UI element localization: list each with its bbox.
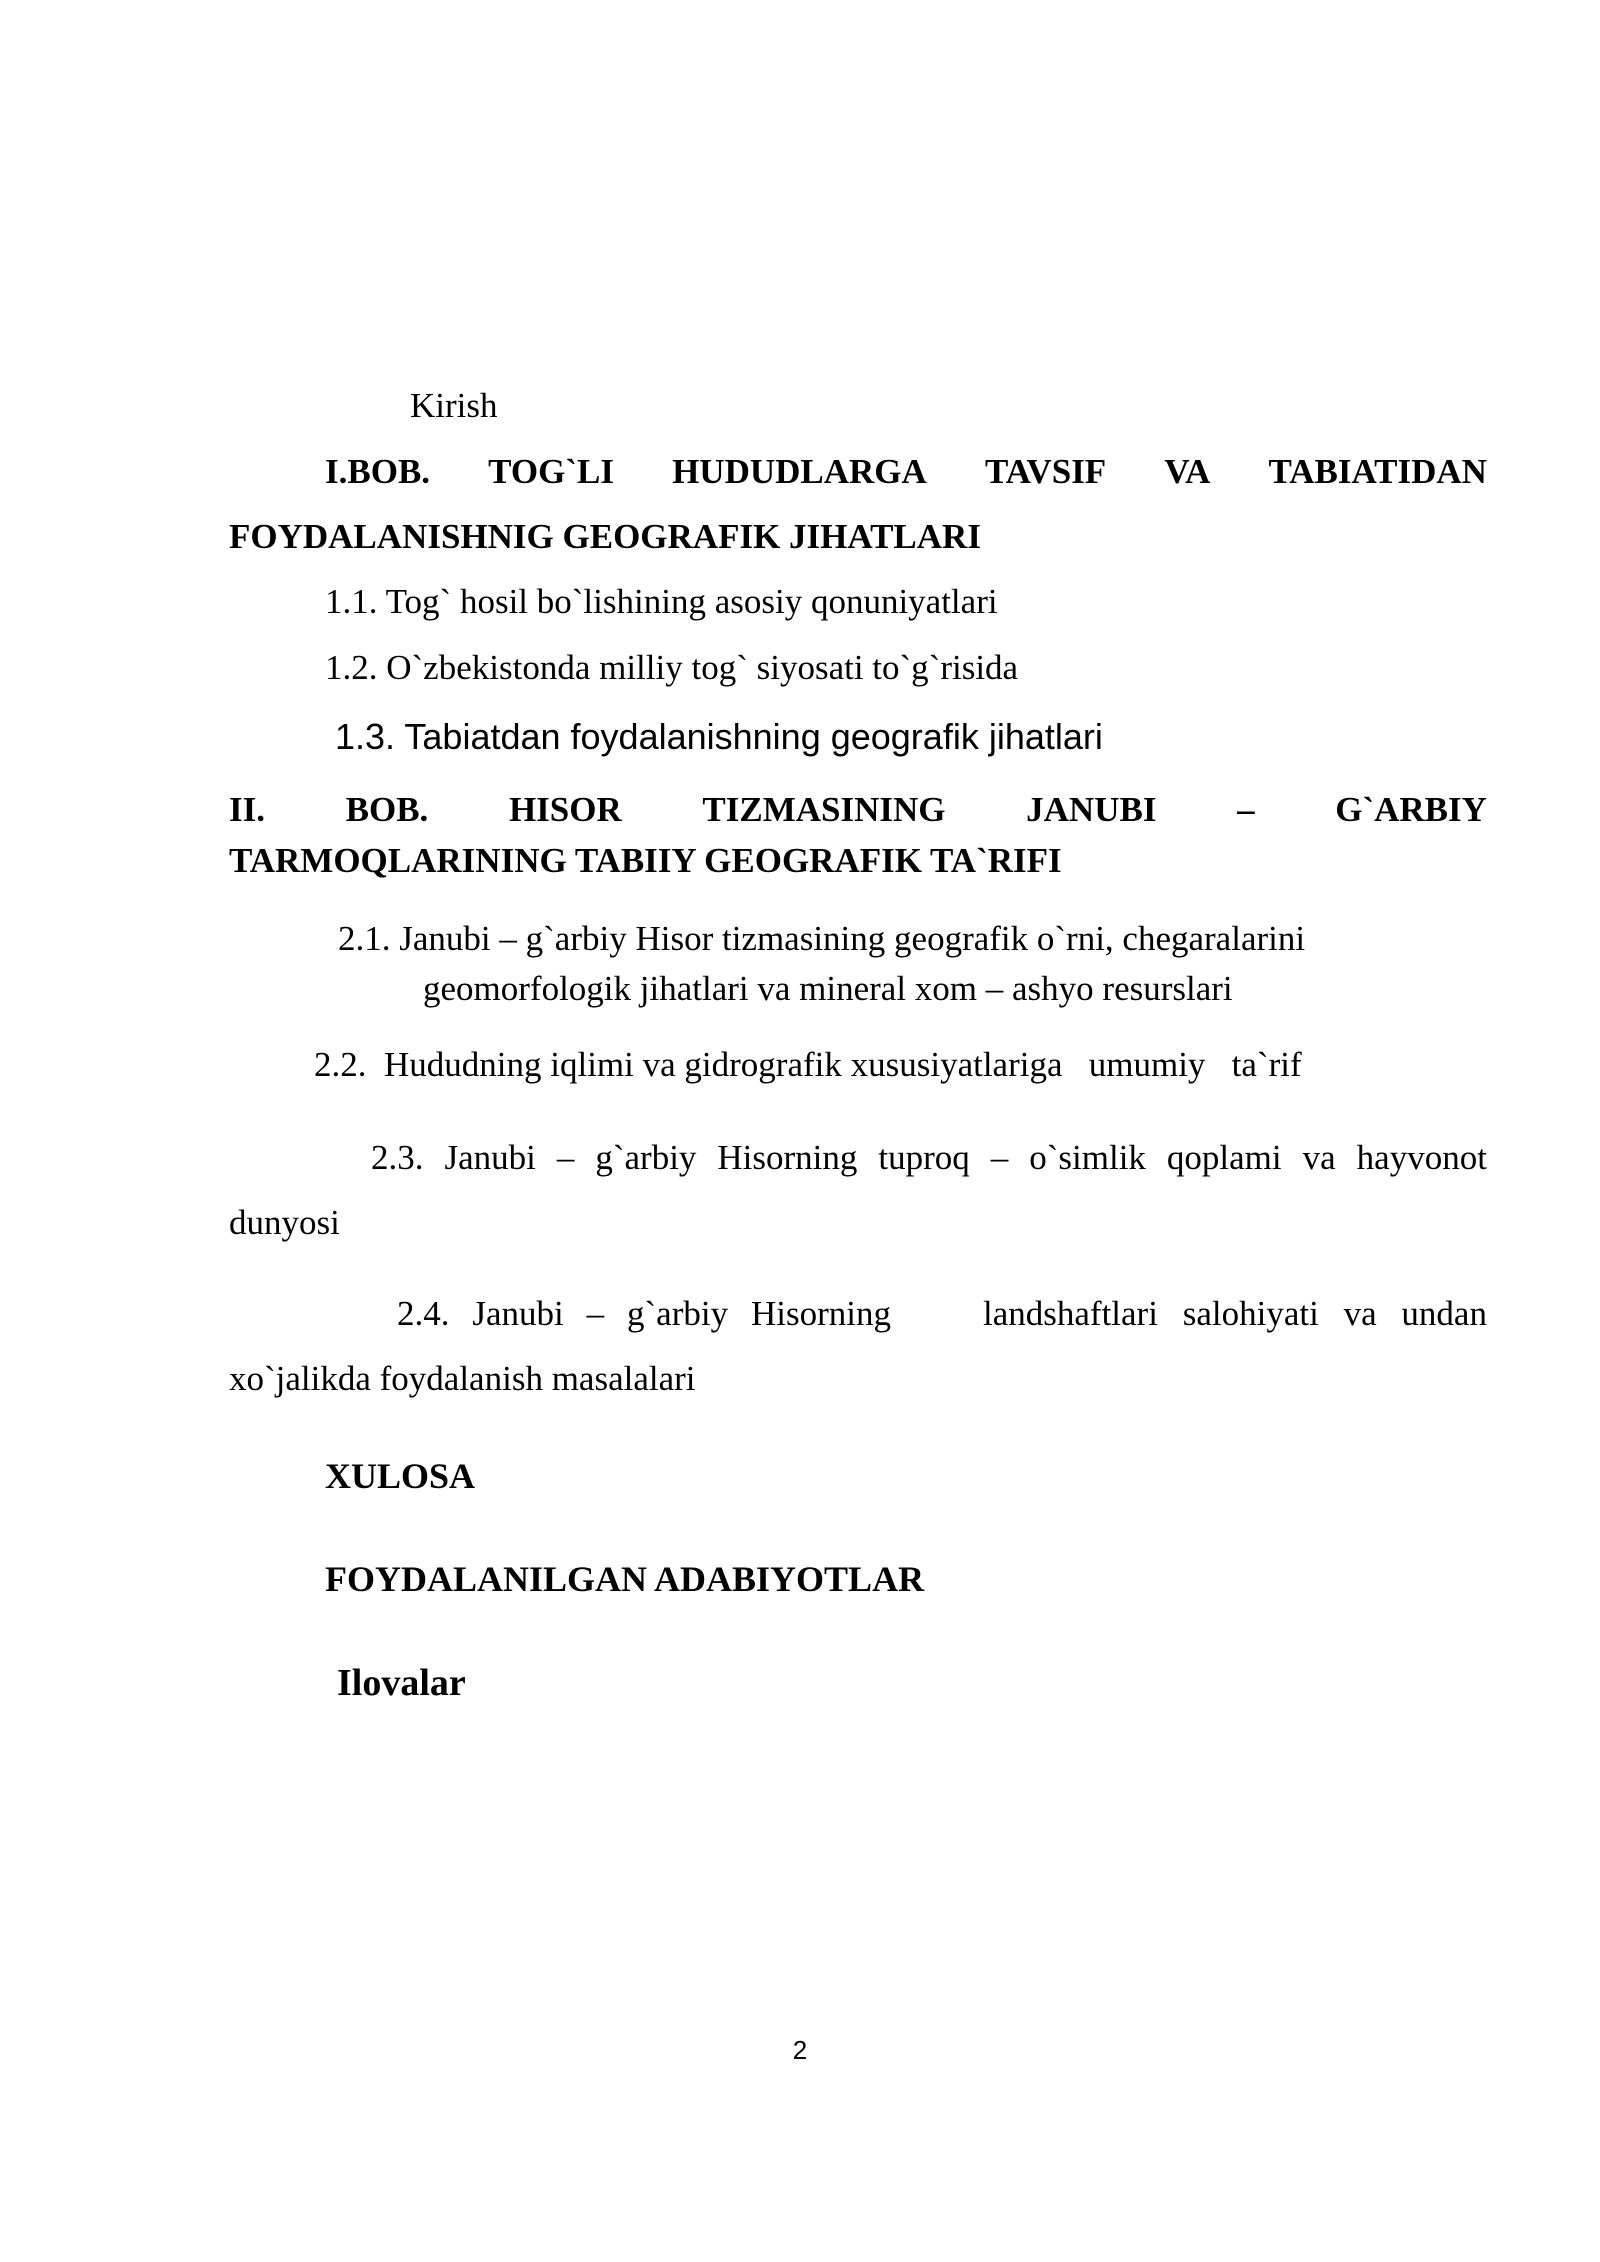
section-2-4-word: landshaftlari [983,1294,1158,1333]
section-2-4-word: va [1343,1294,1377,1333]
toc-section-2-1-line1: 2.1. Janubi – g`arbiy Hisor tizmasining geografik o`rni, chegaralarini [338,919,1306,958]
toc-section-1-2: 1.2. O`zbekistonda milliy tog` siyosati to`g`risida [325,648,1019,687]
section-2-3-word: – [556,1138,575,1177]
chapter1-heading-line2: FOYDALANISHNIG GEOGRAFIK JIHATLARI [229,517,981,556]
section-2-3-word: qoplami [1166,1138,1282,1177]
chapter1-heading-line1 [325,454,1487,489]
chapter2-word: – [1237,790,1255,829]
page-number: 2 [792,2035,808,2065]
toc-section-2-3-line1 [371,1140,1487,1175]
toc-section-1-3: 1.3. Tabiatdan foydalanishning geografik jihatlari [335,716,1103,757]
toc-section-2-4-line1-right [983,1296,1487,1331]
chapter1-word: TABIATIDAN [1268,452,1487,491]
section-2-4-word: Hisorning [750,1294,891,1333]
section-2-4-word: – [586,1294,605,1333]
toc-section-1-1: 1.1. Tog` hosil bo`lishining asosiy qonuniyatlari [325,582,998,621]
toc-references: FOYDALANILGAN ADABIYOTLAR [325,1559,925,1599]
section-2-3-word: 2.3. [371,1138,424,1177]
chapter2-word: BOB. [345,790,429,829]
chapter1-word: VA [1164,452,1211,491]
toc-section-2-3-line2: dunyosi [229,1203,340,1242]
section-2-3-word: hayvonot [1356,1138,1487,1177]
section-2-4-word: Janubi [472,1294,564,1333]
chapter2-word: G`ARBIY [1335,790,1487,829]
section-2-3-word: o`simlik [1029,1138,1146,1177]
toc-section-2-4-line1-left [397,1296,891,1331]
section-2-3-word: Hisorning [717,1138,858,1177]
toc-section-2-4-line2: xo`jalikda foydalanish masalalari [229,1359,696,1398]
toc-appendices: Ilovalar [337,1662,466,1704]
chapter2-word: JANUBI [1026,790,1157,829]
chapter1-word: I.BOB. [325,452,431,491]
chapter1-word: HUDUDLARGA [672,452,927,491]
section-2-3-word: tuproq [878,1138,970,1177]
chapter2-word: TIZMASINING [702,790,946,829]
toc-intro: Kirish [410,386,498,425]
toc-conclusion: XULOSA [325,1456,476,1496]
chapter1-word: TOG`LI [488,452,614,491]
section-2-4-word: 2.4. [397,1294,450,1333]
chapter1-word: TAVSIF [984,452,1107,491]
section-2-3-word: va [1302,1138,1336,1177]
chapter2-word: HISOR [508,790,622,829]
section-2-3-word: g`arbiy [595,1138,697,1177]
section-2-3-word: Janubi [444,1138,536,1177]
chapter2-word: II. [229,790,265,829]
toc-section-2-2: 2.2. Hududning iqlimi va gidrografik xususiyatlariga umumiy ta`rif [314,1045,1302,1084]
chapter2-heading-line1 [229,792,1487,827]
section-2-4-word: salohiyati [1182,1294,1319,1333]
section-2-3-word: – [990,1138,1009,1177]
chapter2-heading-line2: TARMOQLARINING TABIIY GEOGRAFIK TA`RIFI [229,841,1062,880]
toc-section-2-1-line2: geomorfologik jihatlari va mineral xom – ashyo resurslari [423,969,1233,1008]
section-2-4-word: undan [1401,1294,1487,1333]
section-2-4-word: g`arbiy [627,1294,729,1333]
